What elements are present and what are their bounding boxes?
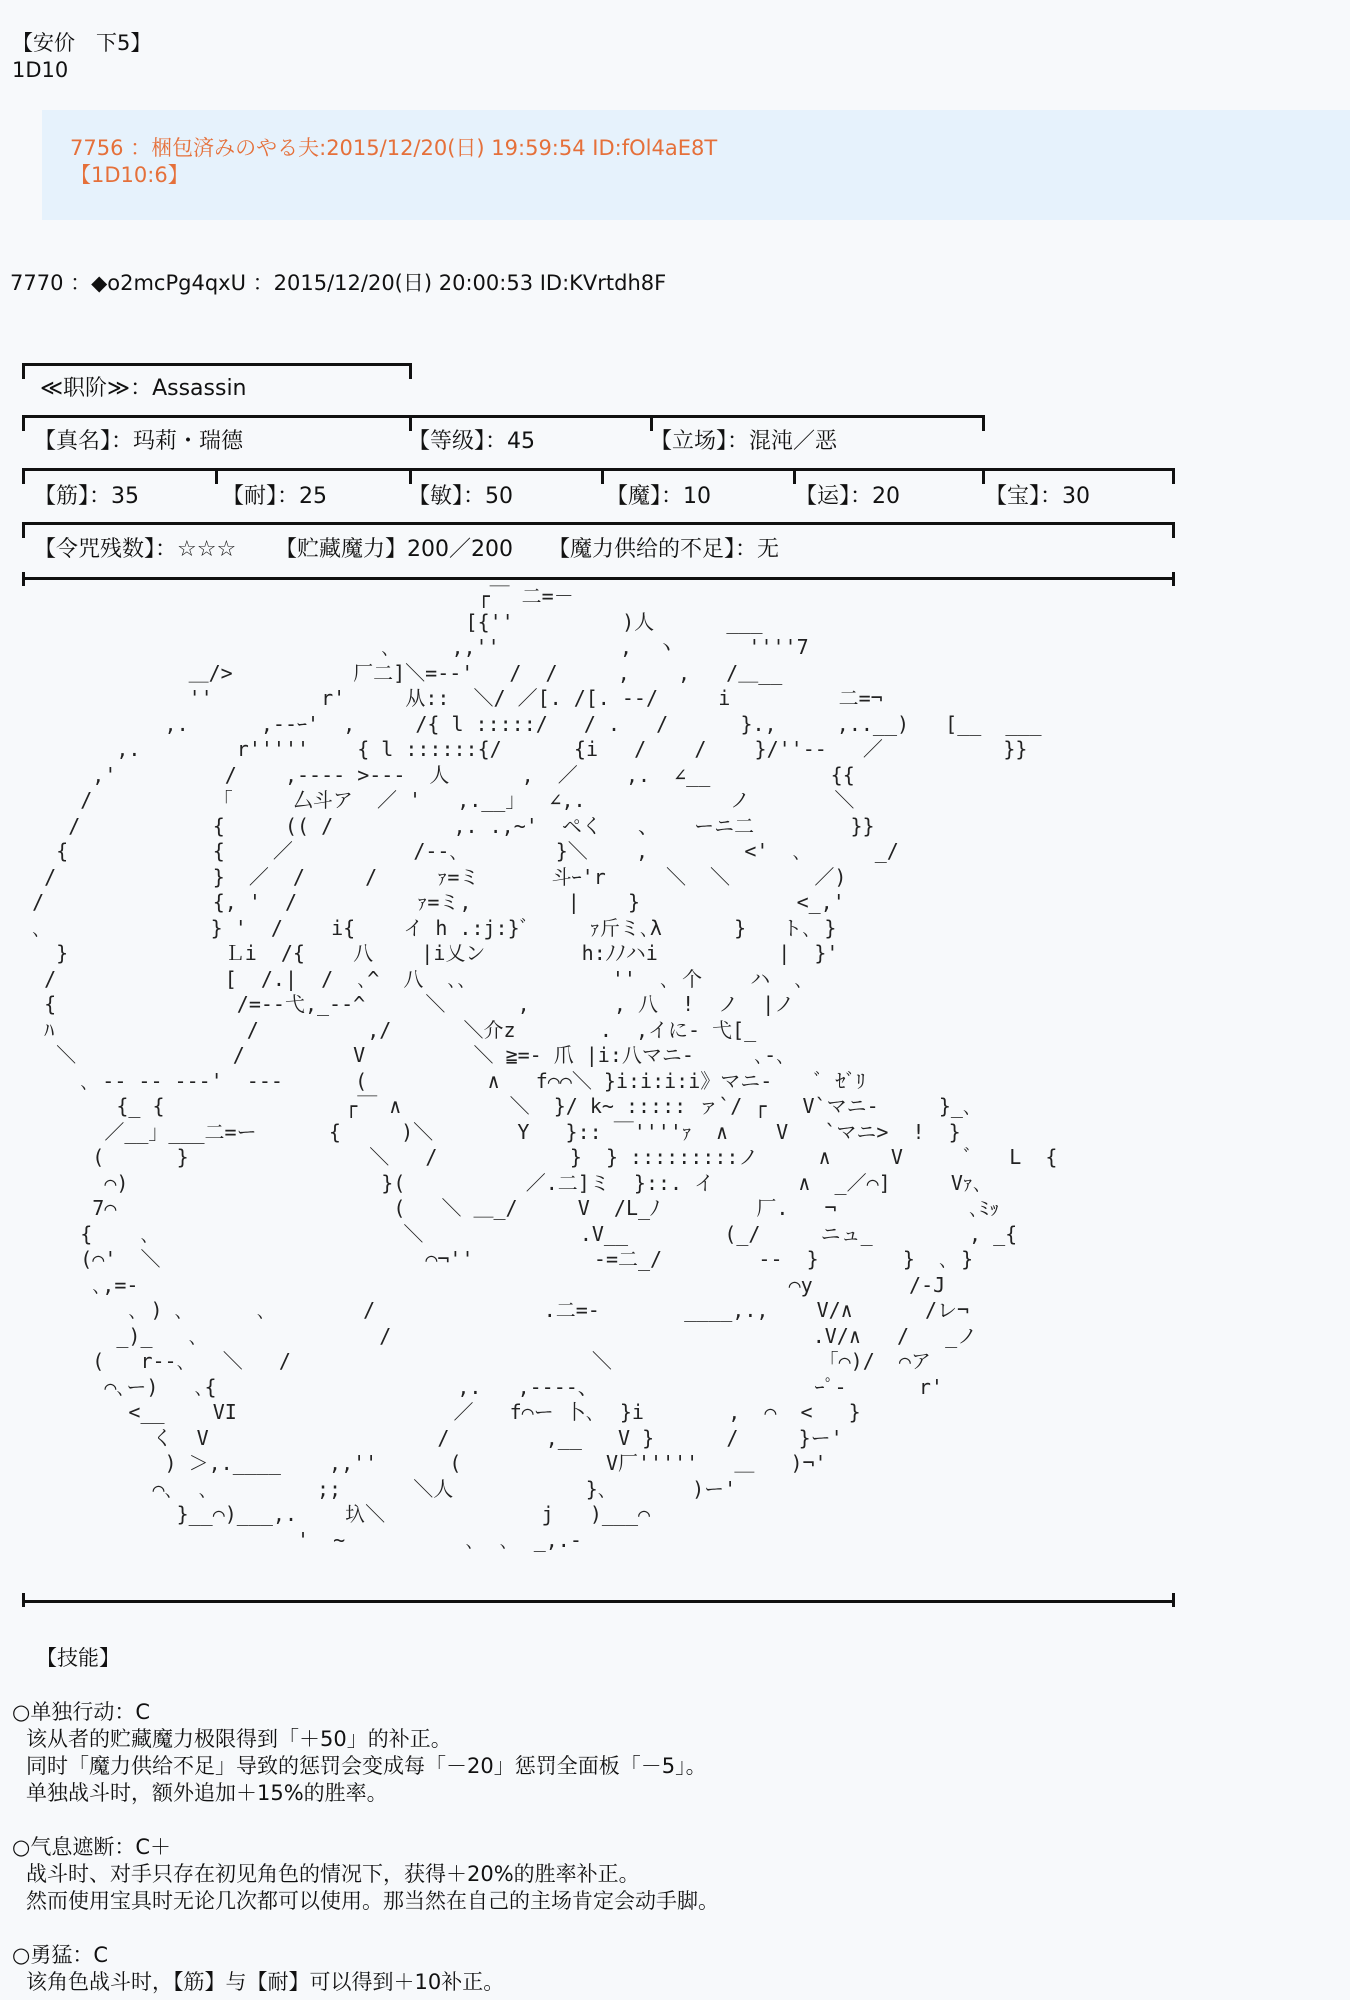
table-tick xyxy=(22,363,25,379)
ascii-art-portrait: ┌￣ 二=－ [{'' )人 ___ ､ ,,'' , ヽ ''''7 ＿/> 厂二]＼=--' / / , , /＿__ '' r' 从:: ＼/ ／[. /[. -‐/ i 二=¬ ,. ,--ｰ' , /{ l :::::/ / . / }., ,..__) [__ ___ ,. r''''' { l ::::::{/ {i / / }/''-- ／ }} ,' / ,---- >--- 人 , ／ ,. ∠__ {{ / 「 厶斗ア ／ ' ,.__」 ∠,. ノ ＼ / { (( / ,. .,~' ペく 、 ーニ二 }} { { ／ /--､ }＼ , <' ､ _/ / } ／ / / ｧ=ミ 斗ｰ'r ＼ ＼ ／) / {, ' / ｧ=ミ, | } <_,' ､ } ' / i{ イ h .:j:}ﾞ ｧ斤ミ､λ } ト､ } } Ｌi /{ 八 |i乂ン h:ﾉﾉハi | }' / [ /.| / ､^ 八 ､､ '' ､ 个 ハ ､ { /=--弋,_--^ ＼ , , 八 ! ノ |ノ ﾊ / ,/ ＼介z . ,イに- 弋[_ ＼ / V ＼ ≧=- 爪 |i:八マニ- ､-､ ､ -- -- ---' --- ( ∧ f⌒⌒＼ }i:i:i:i》マニ- ﾞ ｾﾞﾘ {_ { ┌￣ ∧ ＼ }/ k~ ::::: ァ`/ ┌ V`マニ- }_､ ／__」___二=ー { )＼ Y }:: ￣''''ｧ ∧ V `マニ> ! } ( } ＼ / } } :::::::::ノ ∧ V ﾞ L { ⌒) }( ／.二]ミ }::. イ ∧ _／⌒] Vｧ､ 7⌒ ( ＼ ＿_/ V /L_ﾉ 厂. ¬ ､ﾐｯ { ､ ＼ .V__ (_/ ニュ_ , _{ (⌒' ＼ ⌒¬'' -=二_/ -- } } ､ } ､,=- ⌒y /-J ､ ) ､ ､ / .二=- ____,., V/∧ /レ¬ _)_ ､ / .V/∧ / _ノ ( r--､ ＼ / ＼ ｢⌒)/ ⌒ア ⌒､ー) ､{ ,. ,----、 ｰﾟ- r' <__ VI ／ f⌒ー 卜､ }i , ⌒ < } く V / ,__ V } / }ー' ) ＞,.____ ,,'' ( V厂''''' ＿ )¬' ⌒､ ､ ;; ＼人 }､ )ー' }__⌒)___,. 圦＼ j )___⌒ ' ~ ､ ､ _,.- xyxy=(32,584,1058,1552)
table-tick xyxy=(982,415,985,431)
table-tick xyxy=(601,468,604,484)
skill-name: ○勇猛：C xyxy=(12,1943,108,1967)
table-tick xyxy=(1172,468,1175,484)
table-tick xyxy=(22,415,25,431)
skill-line: 该角色战斗时，【筋】与【耐】可以得到＋10补正。 xyxy=(26,1970,505,1994)
table-tick xyxy=(1172,522,1175,538)
alignment-cell: 【立场】：混沌／恶 xyxy=(650,429,838,454)
table-line xyxy=(22,1600,1175,1603)
param-magic: 【魔】：10 xyxy=(606,484,711,509)
table-tick xyxy=(1172,1593,1175,1607)
skill-name: ○单独行动：C xyxy=(12,1700,150,1724)
table-line xyxy=(22,468,1175,471)
skill-line: 然而使用宝具时无论几次都可以使用。那当然在自己的主场肯定会动手脚。 xyxy=(26,1889,719,1913)
table-tick xyxy=(22,522,25,538)
table-line xyxy=(22,415,985,418)
dice-spec: 1D10 xyxy=(12,58,69,82)
quoted-post-roll: 【1D10:6】 xyxy=(70,163,189,187)
command-seals-cell: 【令咒残数】：☆☆☆ xyxy=(34,537,237,562)
param-agility: 【敏】：50 xyxy=(408,484,513,509)
skill-line: 该从者的贮藏魔力极限得到「＋50」的补正。 xyxy=(26,1727,452,1751)
skill-line: 战斗时、对手只存在初见角色的情况下，获得＋20%的胜率补正。 xyxy=(26,1862,640,1886)
table-tick xyxy=(409,363,412,379)
post-header: 7770 ：◆o2mcPg4qxU ：2015/12/20(日) 20:00:53 ID:KVrtdh8F xyxy=(10,271,667,295)
mana-reserve-cell: 【贮藏魔力】200／200 xyxy=(275,537,513,562)
table-tick xyxy=(22,468,25,484)
table-tick xyxy=(22,1593,25,1607)
quoted-post-header[interactable]: 7756 ：梱包済みのやる夫:2015/12/20(日) 19:59:54 ID:fOl4aE8T xyxy=(70,136,718,160)
skills-heading: 【技能】 xyxy=(36,1646,120,1670)
table-line xyxy=(22,577,1175,580)
param-noble-phantasm: 【宝】：30 xyxy=(985,484,1090,509)
true-name-cell: 【真名】：玛莉・瑞德 xyxy=(34,429,244,454)
param-luck: 【运】：20 xyxy=(795,484,900,509)
quoted-post xyxy=(42,110,1350,220)
param-endurance: 【耐】：25 xyxy=(222,484,327,509)
level-cell: 【等级】：45 xyxy=(408,429,535,454)
anka-instruction: 【安价 下5】 xyxy=(12,31,152,55)
skill-line: 单独战斗时，额外追加＋15%的胜率。 xyxy=(26,1781,388,1805)
mana-shortage-cell: 【魔力供给的不足】：无 xyxy=(548,537,780,562)
table-line xyxy=(22,522,1175,525)
skill-name: ○气息遮断：C＋ xyxy=(12,1835,171,1859)
skill-line: 同时「魔力供给不足」导致的惩罚会变成每「－20」惩罚全面板「－5」。 xyxy=(26,1754,707,1778)
param-strength: 【筋】：35 xyxy=(34,484,139,509)
class-cell: ≪职阶≫：Assassin xyxy=(40,376,247,401)
table-tick xyxy=(215,468,218,484)
table-line xyxy=(22,363,412,366)
